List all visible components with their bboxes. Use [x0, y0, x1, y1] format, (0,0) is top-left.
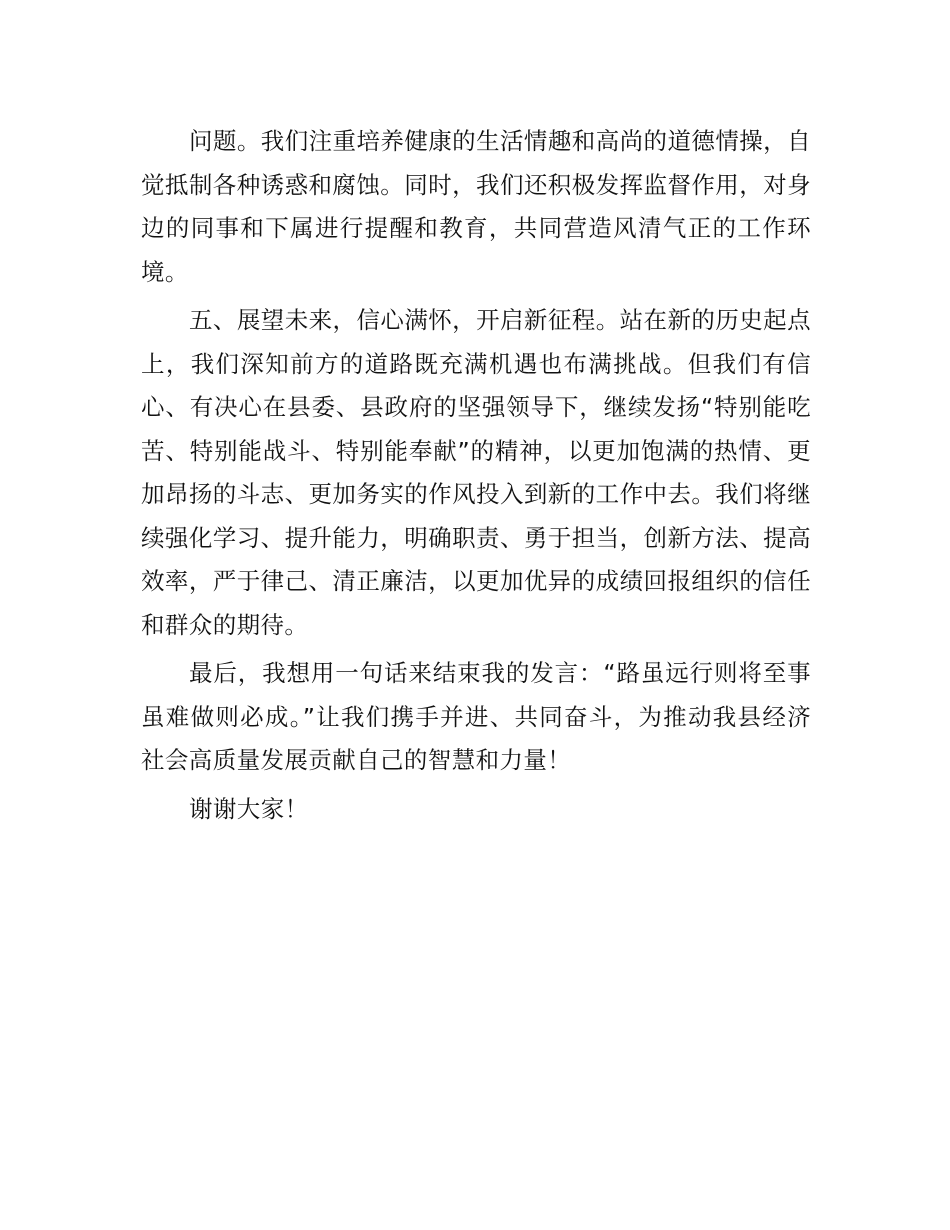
paragraph-closing: 最后，我想用一句话来结束我的发言：“路虽远行则将至事虽难做则必成。”让我们携手并进、共同奋斗，为推动我县经济社会高质量发展贡献自己的智慧和力量！	[141, 659, 811, 774]
paragraph-outlook: 五、展望未来，信心满怀，开启新征程。站在新的历史起点上，我们深知前方的道路既充满机遇也布满挑战。但我们有信心、有决心在县委、县政府的坚强领导下，继续发扬“特别能吃苦、特别能战斗、特别能奉献”的精神，以更加饱满的热情、更加昂扬的斗志、更加务实的作风投入到新的工作中去。我们将继续强化学习、提升能力，明确职责、勇于担当，创新方法、提高效率，严于律己、清正廉洁，以更加优异的成绩回报组织的信任和群众的期待。	[141, 306, 811, 639]
paragraph-thanks: 谢谢大家！	[189, 794, 309, 823]
document-body	[141, 120, 811, 831]
paragraph-continuation: 问题。我们注重培养健康的生活情趣和高尚的道德情操，自觉抵制各种诱惑和腐蚀。同时，我们还积极发挥监督作用，对身边的同事和下属进行提醒和教育，共同营造风清气正的工作环境。	[141, 127, 811, 286]
